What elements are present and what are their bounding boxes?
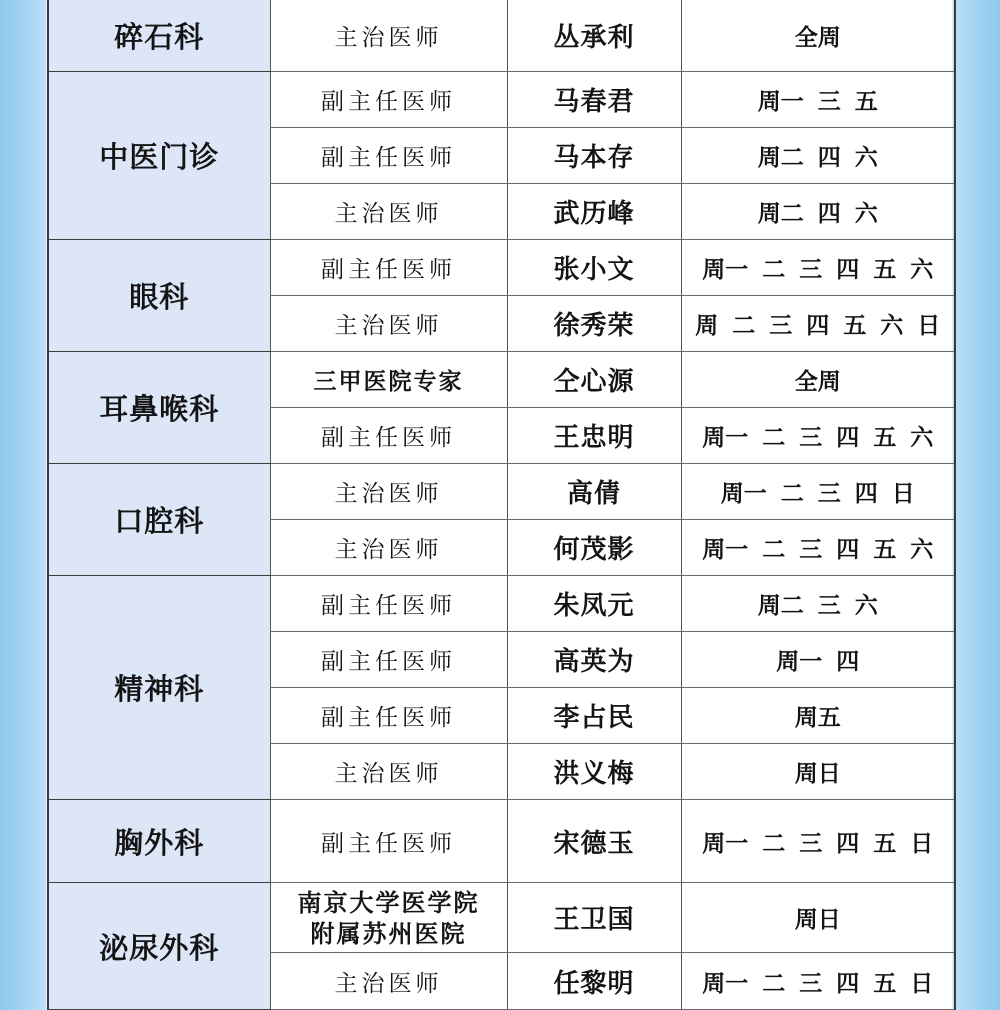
doctor-name: 张小文 xyxy=(507,240,681,296)
doctor-title: 副主任医师 xyxy=(270,240,507,296)
table-row xyxy=(48,352,955,408)
doctor-title: 副主任医师 xyxy=(270,800,507,883)
doctor-name: 仝心源 xyxy=(507,352,681,408)
doctor-title: 主治医师 xyxy=(270,953,507,1010)
table-row xyxy=(48,72,955,128)
schedule-days: 周二 四 六 xyxy=(681,184,955,240)
doctor-title-line1: 南京大学医学院 xyxy=(297,887,480,917)
schedule-days: 周一 二 三 四 五 六 xyxy=(681,520,955,576)
doctor-name: 宋德玉 xyxy=(507,800,681,883)
table-row xyxy=(48,0,955,72)
table-row xyxy=(48,464,955,520)
doctor-name: 王忠明 xyxy=(507,408,681,464)
schedule-days: 周日 xyxy=(681,744,955,800)
department-name: 耳鼻喉科 xyxy=(48,352,270,464)
schedule-days: 周二 四 六 xyxy=(681,128,955,184)
doctor-name: 任黎明 xyxy=(507,953,681,1010)
doctor-schedule-table xyxy=(47,0,956,1010)
schedule-days: 周一 四 xyxy=(681,632,955,688)
doctor-title: 主治医师 xyxy=(270,744,507,800)
schedule-days: 周一 二 三 四 五 日 xyxy=(681,800,955,883)
department-name: 眼科 xyxy=(48,240,270,352)
doctor-name: 王卫国 xyxy=(507,883,681,953)
schedule-days: 周一 三 五 xyxy=(681,72,955,128)
doctor-name: 高英为 xyxy=(507,632,681,688)
department-name: 口腔科 xyxy=(48,464,270,576)
schedule-days: 周 二 三 四 五 六 日 xyxy=(681,296,955,352)
schedule-days: 周一 二 三 四 五 六 xyxy=(681,240,955,296)
department-name: 泌尿外科 xyxy=(48,883,270,1010)
doctor-title: 主治医师 xyxy=(270,184,507,240)
doctor-name: 朱凤元 xyxy=(507,576,681,632)
doctor-title: 副主任医师 xyxy=(270,632,507,688)
doctor-name: 何茂影 xyxy=(507,520,681,576)
doctor-title: 副主任医师 xyxy=(270,576,507,632)
doctor-title: 副主任医师 xyxy=(270,72,507,128)
doctor-title: 三甲医院专家 xyxy=(270,352,507,408)
doctor-title: 副主任医师 xyxy=(270,408,507,464)
table-row xyxy=(48,800,955,883)
department-name: 碎石科 xyxy=(48,0,270,72)
doctor-title: 主治医师 xyxy=(270,520,507,576)
doctor-title: 主治医师 xyxy=(270,0,507,72)
schedule-days: 全周 xyxy=(681,352,955,408)
doctor-title: 副主任医师 xyxy=(270,688,507,744)
schedule-days: 周一 二 三 四 日 xyxy=(681,464,955,520)
schedule-days: 周一 二 三 四 五 日 xyxy=(681,953,955,1010)
doctor-title xyxy=(270,883,507,953)
table-row xyxy=(48,240,955,296)
doctor-name: 高倩 xyxy=(507,464,681,520)
table-row xyxy=(48,576,955,632)
department-name: 中医门诊 xyxy=(48,72,270,240)
doctor-name: 武历峰 xyxy=(507,184,681,240)
department-name: 胸外科 xyxy=(48,800,270,883)
department-name: 精神科 xyxy=(48,576,270,800)
doctor-title: 副主任医师 xyxy=(270,128,507,184)
doctor-title: 主治医师 xyxy=(270,464,507,520)
doctor-title: 主治医师 xyxy=(270,296,507,352)
doctor-name: 洪义梅 xyxy=(507,744,681,800)
doctor-name: 马春君 xyxy=(507,72,681,128)
schedule-days: 周日 xyxy=(681,883,955,953)
doctor-name: 马本存 xyxy=(507,128,681,184)
doctor-name: 徐秀荣 xyxy=(507,296,681,352)
doctor-title-line2: 附属苏州医院 xyxy=(310,918,467,948)
schedule-days: 周五 xyxy=(681,688,955,744)
doctor-name: 丛承利 xyxy=(507,0,681,72)
schedule-days: 全周 xyxy=(681,0,955,72)
schedule-days: 周一 二 三 四 五 六 xyxy=(681,408,955,464)
doctor-name: 李占民 xyxy=(507,688,681,744)
table-row xyxy=(48,883,955,953)
schedule-days: 周二 三 六 xyxy=(681,576,955,632)
